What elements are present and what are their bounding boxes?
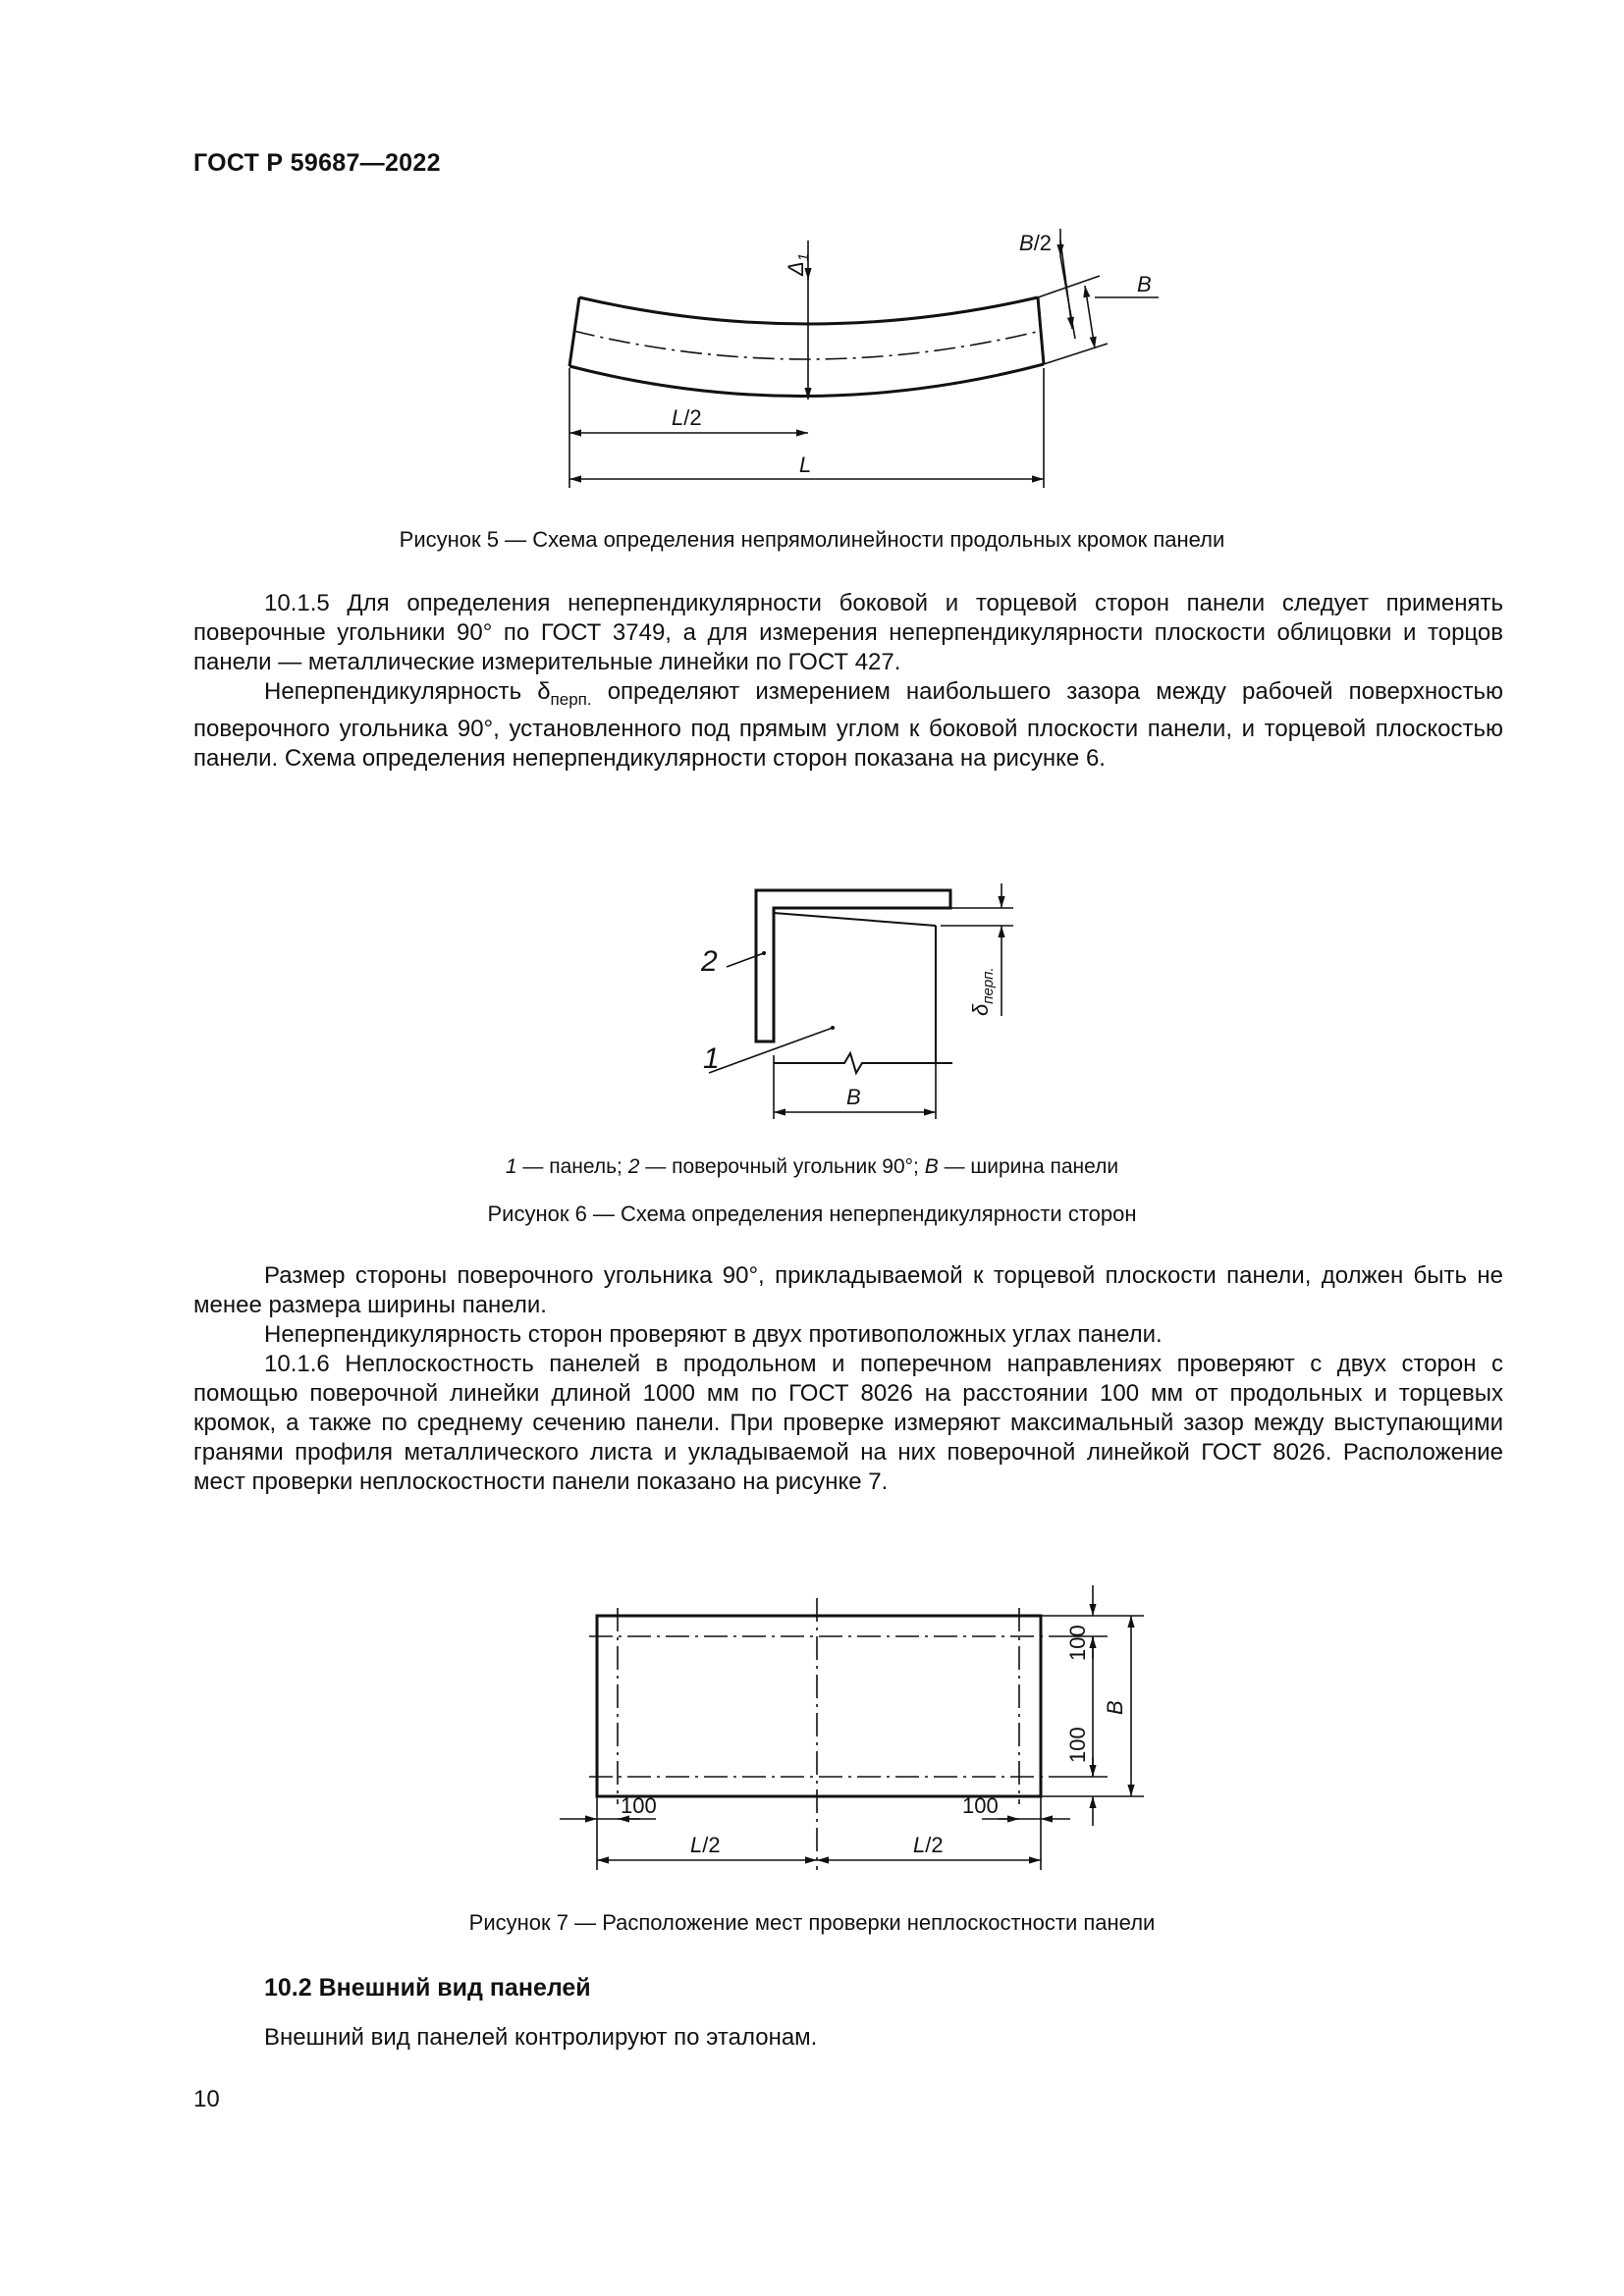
b-label: B — [1137, 272, 1152, 296]
l-label: L — [799, 453, 812, 477]
paragraph-10-1-6: 10.1.6 Неплоскостность панелей в продольном и поперечном направлениях проверяют с двух сторон с помощью поверочной линейки длиной 1000 мм по ГОСТ 8026 на расстоянии 100 мм от продольных и торцевых кромок, а также по среднему сечению панели. При проверке измеряют максимальный зазор между выступающими гранями профиля металлического листа и укладываемой на них поверочной линейкой ГОСТ 8026. Расположение мест проверки неплоскостности панели показано на рисунке 7. — [193, 1351, 1503, 1495]
b-label: B — [846, 1085, 861, 1109]
panel-centerline — [573, 331, 1041, 359]
delta1-label: $\Delta_1$ — [784, 252, 812, 276]
panel-outline — [597, 1616, 1041, 1796]
section-10-1-5 — [193, 589, 1503, 774]
panel-right-end — [1038, 297, 1044, 364]
dim-top-label: 100 — [1065, 1625, 1090, 1661]
figure-6-diagram — [687, 869, 1021, 1124]
figure-7-caption: Рисунок 7 — Расположение мест проверки неплоскостности панели — [468, 1910, 1156, 1935]
paragraph-nonperpendicularity: Неперпендикулярность $\delta_{перп.}$ определяют измерением наибольшего зазора между рабочей поверхностью поверочного угольника 90°, установленного под прямым углом к боковой плоскости панели, и торцевой плоскостью панели. Схема определения неперпендикулярности сторон показана на рисунке 6. — [193, 678, 1503, 772]
panel-bottom-edge — [569, 364, 1044, 397]
label-1: 1 — [703, 1042, 720, 1075]
dim-left-label: 100 — [621, 1793, 657, 1818]
paragraph-square-size: Размер стороны поверочного угольника 90°, прикладываемой к торцевой плоскости панели, должен быть не менее размера ширины панели. — [193, 1262, 1503, 1318]
l-half-2-label: L/2 — [913, 1833, 944, 1857]
panel-break — [774, 1053, 952, 1073]
figure-5-diagram — [550, 221, 1178, 496]
b-dim-line — [1085, 286, 1095, 348]
figure-6-legend: 1 — панель; 2 — поверочный угольник 90°; B — ширина панели — [505, 1155, 1119, 1178]
b-label: B — [1103, 1700, 1127, 1715]
figure-6-caption: Рисунок 6 — Схема определения неперпендикулярности сторон — [487, 1201, 1137, 1226]
l-half-label: L/2 — [672, 405, 702, 430]
section-10-2-text: Внешний вид панелей контролируют по эталонам. — [264, 2024, 818, 2051]
b-half-label: B/2 — [1019, 231, 1053, 255]
paragraph-two-corners: Неперпендикулярность сторон проверяют в двух противоположных углах панели. — [264, 1321, 1163, 1348]
dim-right-label: 100 — [962, 1793, 999, 1818]
label-2: 2 — [701, 945, 718, 978]
section-10-2-title: 10.2 Внешний вид панелей — [264, 1974, 591, 2002]
document-header: ГОСТ Р 59687—2022 — [193, 149, 441, 177]
paragraph-10-1-5: 10.1.5 Для определения неперпендикулярности боковой и торцевой сторон панели следует применять поверочные угольники 90° по ГОСТ 3749, а для измерения неперпендикулярности плоскости облицовки и торцов панели — металлические измерительные линейки по ГОСТ 427. — [193, 590, 1503, 675]
section-after-figure-6 — [193, 1261, 1503, 1497]
delta-perp-label: $\delta_{перп.}$ — [968, 967, 997, 1016]
panel-top — [774, 913, 936, 926]
figure-7-diagram — [550, 1580, 1159, 1875]
l-half-1-label: L/2 — [690, 1833, 721, 1857]
figure-5-caption: Рисунок 5 — Схема определения непрямолинейности продольных кромок панели — [399, 527, 1225, 552]
page-number: 10 — [193, 2086, 220, 2112]
dim-bottom-label: 100 — [1065, 1727, 1090, 1763]
